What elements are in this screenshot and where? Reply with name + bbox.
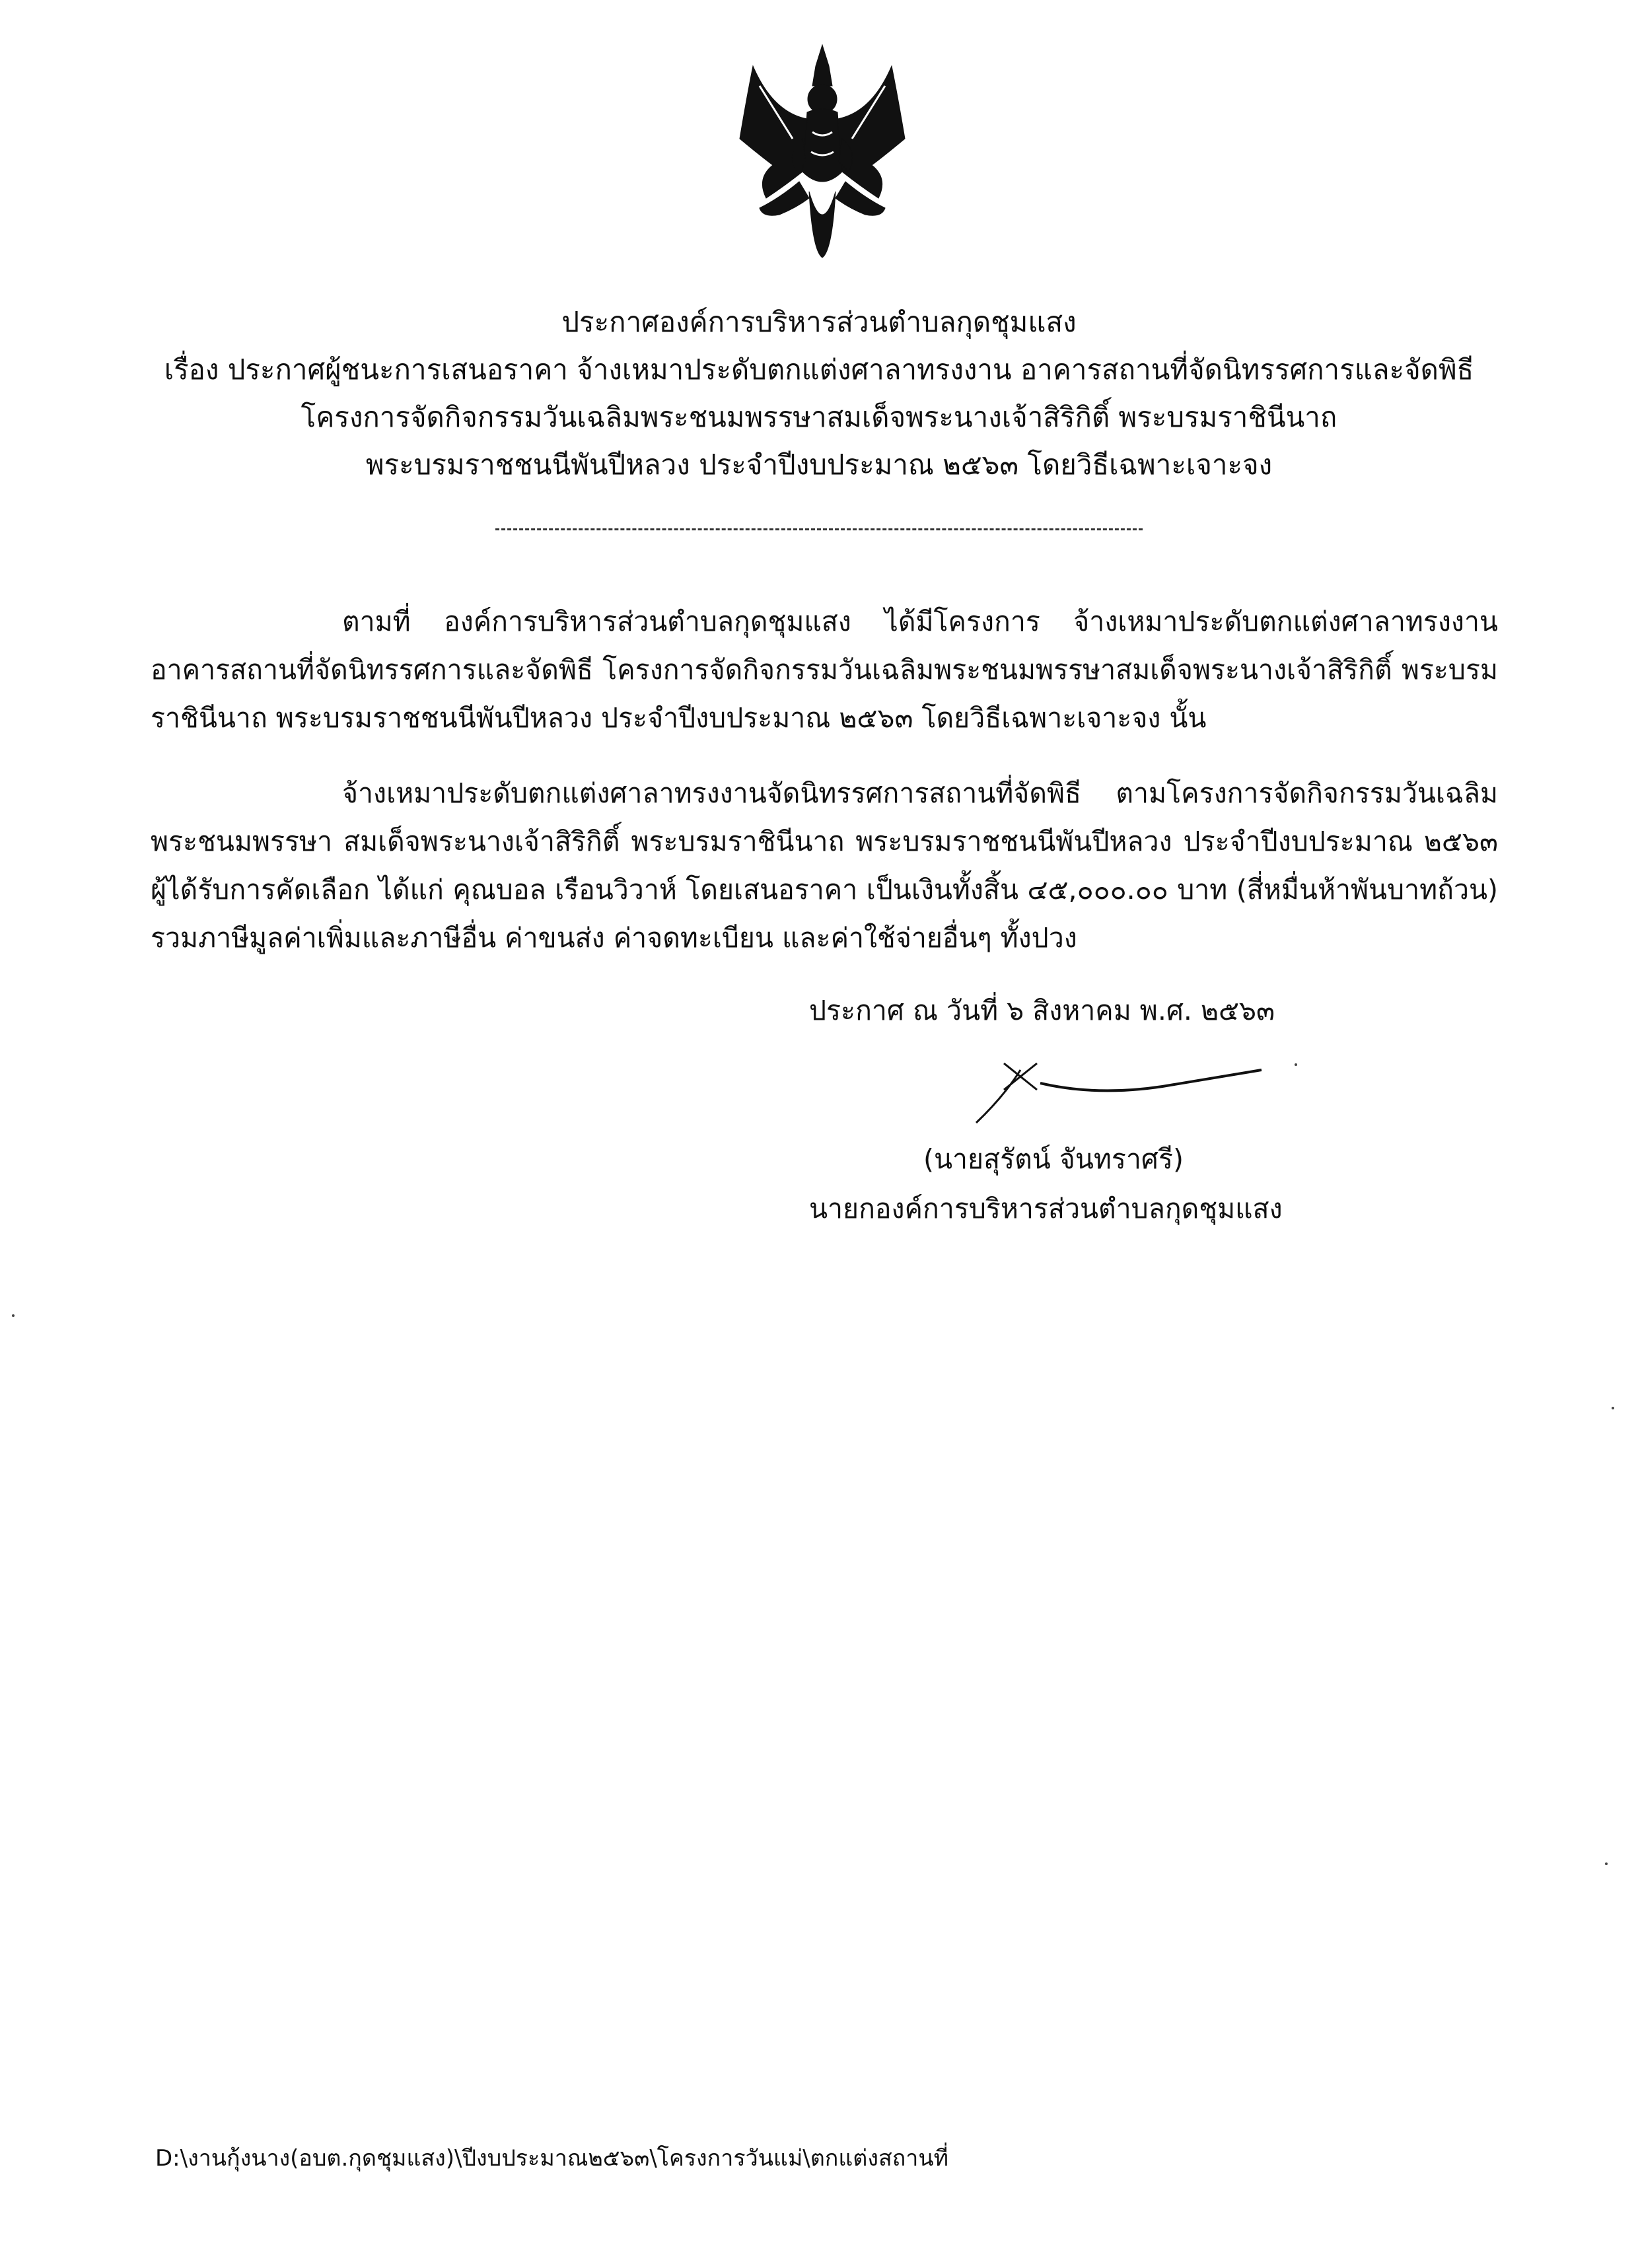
body-paragraph-1	[151, 598, 1498, 742]
scan-speck	[1605, 1862, 1608, 1865]
paragraph-1-text: ตามที่ องค์การบริหารส่วนตำบลกุดชุมแสง ได้มีโครงการ จ้างเหมาประดับตกแต่งศาลาทรงงาน อาคารสถานที่จัดนิทรรศการและจัดพิธี โครงการจัดกิจกรรมวันเฉลิมพระชนมพรรษาสมเด็จพระนางเจ้าสิริกิติ์ พระบรมราชินีนาถ พระบรมราชชนนีพันปีหลวง ประจำปีงบประมาณ ๒๕๖๓ โดยวิธีเฉพาะเจาะจง นั้น	[151, 606, 1498, 734]
scan-speck	[1612, 1407, 1614, 1409]
announcement-subject: เรื่อง ประกาศผู้ชนะการเสนอราคา จ้างเหมาประดับตกแต่งศาลาทรงงาน อาคารสถานที่จัดนิทรรศการและจัดพิธี	[164, 353, 1474, 386]
scan-speck	[12, 1314, 15, 1317]
signer-title: นายกองค์การบริหารส่วนตำบลกุดชุมแสง	[809, 1193, 1283, 1224]
handwritten-signature-icon	[964, 1057, 1275, 1129]
announcement-date: ประกาศ ณ วันที่ ๖ สิงหาคม พ.ศ. ๒๕๖๓	[809, 995, 1275, 1026]
scan-speck	[1295, 1063, 1297, 1066]
announcement-subject-line2: โครงการจัดกิจกรรมวันเฉลิมพระชนมพรรษาสมเด็จพระนางเจ้าสิริกิติ์ พระบรมราชินีนาถ	[301, 401, 1337, 433]
body-paragraph-2	[151, 769, 1498, 962]
signer-name: (นายสุรัตน์ จันทราศรี)	[923, 1143, 1184, 1175]
paragraph-2-text: จ้างเหมาประดับตกแต่งศาลาทรงงานจัดนิทรรศการสถานที่จัดพิธี ตามโครงการจัดกิจกรรมวันเฉลิมพระชนมพรรษา สมเด็จพระนางเจ้าสิริกิติ์ พระบรมราชินีนาถ พระบรมราชชนนีพันปีหลวง ประจำปีงบประมาณ ๒๕๖๓ ผู้ได้รับการคัดเลือก ได้แก่ คุณบอล เรือนวิวาห์ โดยเสนอราคา เป็นเงินทั้งสิ้น ๔๕,๐๐๐.๐๐ บาท (สี่หมื่นห้าพันบาทถ้วน) รวมภาษีมูลค่าเพิ่มและภาษีอื่น ค่าขนส่ง ค่าจดทะเบียน และค่าใช้จ่ายอื่นๆ ทั้งปวง	[151, 777, 1498, 954]
announcement-subject-line3: พระบรมราชชนนีพันปีหลวง ประจำปีงบประมาณ ๒๕๖๓ โดยวิธีเฉพาะเจาะจง	[365, 448, 1273, 481]
garuda-emblem-icon	[733, 40, 911, 271]
footer-file-path: D:\งานกุ้งนาง(อบต.กุดชุมแสง)\ปีงบประมาณ๒๕๖๓\โครงการวันแม่\ตกแต่งสถานที่	[155, 2145, 949, 2172]
separator-dashes	[495, 528, 1143, 533]
announcement-issuer: ประกาศองค์การบริหารส่วนตำบลกุดชุมแสง	[561, 306, 1077, 338]
